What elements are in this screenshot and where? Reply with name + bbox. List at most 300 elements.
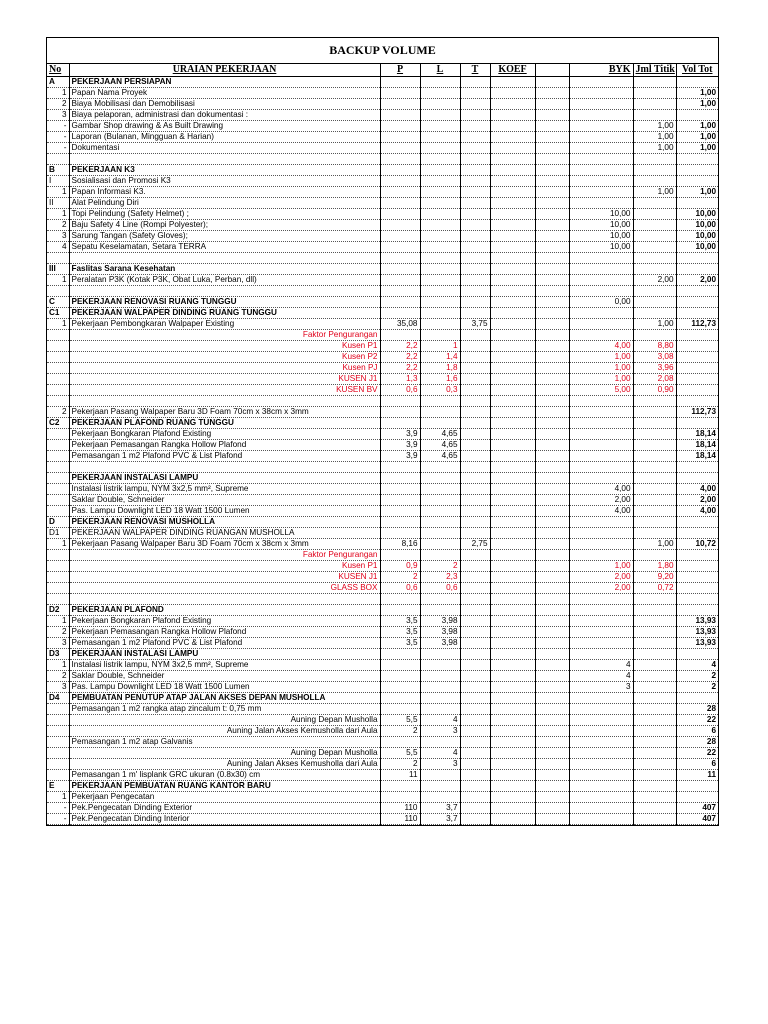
cell-koef <box>490 704 535 715</box>
cell-jml-titik: 1,00 <box>633 187 676 198</box>
cell-l: 1 <box>420 341 460 352</box>
cell-jml-titik <box>633 209 676 220</box>
cell-koef <box>490 748 535 759</box>
cell-t <box>460 594 490 605</box>
cell-l <box>420 275 460 286</box>
cell-t <box>460 88 490 99</box>
table-row <box>47 121 718 132</box>
cell-no <box>47 440 69 451</box>
cell-byk: 4 <box>569 671 633 682</box>
cell-jml-titik <box>633 627 676 638</box>
cell-no: D <box>47 517 69 528</box>
cell-t <box>460 737 490 748</box>
cell-jml-titik: 0,90 <box>633 385 676 396</box>
cell-extra <box>535 341 569 352</box>
cell-extra <box>535 561 569 572</box>
cell-p <box>380 242 420 253</box>
cell-jml-titik <box>633 517 676 528</box>
cell-byk <box>569 286 633 297</box>
cell-byk <box>569 77 633 88</box>
cell-koef <box>490 396 535 407</box>
cell-uraian: Pemasangan 1 m2 atap Galvanis <box>69 737 380 748</box>
cell-koef <box>490 627 535 638</box>
cell-t <box>460 451 490 462</box>
cell-extra <box>535 187 569 198</box>
cell-p <box>380 594 420 605</box>
cell-no <box>47 451 69 462</box>
cell-jml-titik <box>633 660 676 671</box>
cell-jml-titik <box>633 253 676 264</box>
cell-uraian: Topi Pelindung (Safety Helmet) ; <box>69 209 380 220</box>
cell-jml-titik <box>633 605 676 616</box>
cell-jml-titik <box>633 154 676 165</box>
cell-byk <box>569 528 633 539</box>
cell-extra <box>535 110 569 121</box>
cell-byk <box>569 473 633 484</box>
cell-p <box>380 792 420 803</box>
cell-extra <box>535 165 569 176</box>
table-row <box>47 638 718 649</box>
cell-byk: 2,00 <box>569 495 633 506</box>
table-row <box>47 110 718 121</box>
cell-vol-tot: 18,14 <box>676 429 718 440</box>
cell-vol-tot <box>676 352 718 363</box>
cell-p <box>380 154 420 165</box>
cell-no: C1 <box>47 308 69 319</box>
cell-koef <box>490 671 535 682</box>
cell-koef <box>490 715 535 726</box>
cell-vol-tot: 1,00 <box>676 132 718 143</box>
cell-vol-tot <box>676 264 718 275</box>
cell-p: 3,9 <box>380 429 420 440</box>
table-row <box>47 220 718 231</box>
cell-uraian: Sosialisasi dan Promosi K3 <box>69 176 380 187</box>
cell-jml-titik <box>633 242 676 253</box>
cell-uraian: Biaya pelaporan, administrasi dan dokumentasi : <box>69 110 380 121</box>
cell-byk: 0,00 <box>569 297 633 308</box>
cell-jml-titik <box>633 198 676 209</box>
cell-koef <box>490 770 535 781</box>
cell-l <box>420 605 460 616</box>
table-row <box>47 264 718 275</box>
table-row <box>47 495 718 506</box>
cell-vol-tot: 2,00 <box>676 275 718 286</box>
cell-l <box>420 792 460 803</box>
cell-byk <box>569 418 633 429</box>
cell-byk: 2,00 <box>569 583 633 594</box>
cell-p <box>380 484 420 495</box>
cell-extra <box>535 660 569 671</box>
table-row <box>47 429 718 440</box>
cell-vol-tot: 28 <box>676 704 718 715</box>
cell-p: 0,6 <box>380 583 420 594</box>
cell-vol-tot: 28 <box>676 737 718 748</box>
cell-extra <box>535 506 569 517</box>
cell-t <box>460 495 490 506</box>
cell-jml-titik: 3,08 <box>633 352 676 363</box>
cell-uraian: Pekerjaan Pembongkaran Walpaper Existing <box>69 319 380 330</box>
cell-p: 2 <box>380 759 420 770</box>
cell-p <box>380 517 420 528</box>
cell-jml-titik <box>633 407 676 418</box>
cell-no: 3 <box>47 231 69 242</box>
cell-t <box>460 132 490 143</box>
cell-jml-titik: 1,00 <box>633 121 676 132</box>
cell-t <box>460 649 490 660</box>
cell-vol-tot <box>676 462 718 473</box>
cell-byk <box>569 638 633 649</box>
cell-uraian: Papan Informasi K3. <box>69 187 380 198</box>
table-row <box>47 330 718 341</box>
cell-no: D4 <box>47 693 69 704</box>
cell-byk: 1,00 <box>569 374 633 385</box>
cell-extra <box>535 572 569 583</box>
cell-koef <box>490 539 535 550</box>
cell-vol-tot <box>676 572 718 583</box>
cell-vol-tot <box>676 110 718 121</box>
header-jml-titik: Jml Titik <box>633 64 676 77</box>
cell-l <box>420 220 460 231</box>
cell-no: D1 <box>47 528 69 539</box>
table-row <box>47 143 718 154</box>
cell-t <box>460 209 490 220</box>
cell-uraian: PEKERJAAN PLAFOND RUANG TUNGGU <box>69 418 380 429</box>
cell-koef <box>490 110 535 121</box>
cell-p <box>380 209 420 220</box>
cell-vol-tot: 10,00 <box>676 231 718 242</box>
cell-vol-tot <box>676 594 718 605</box>
cell-uraian: Peralatan P3K (Kotak P3K, Obat Luka, Perban, dll) <box>69 275 380 286</box>
cell-t <box>460 814 490 825</box>
cell-p: 3,5 <box>380 627 420 638</box>
cell-extra <box>535 440 569 451</box>
table-row <box>47 748 718 759</box>
table-row <box>47 715 718 726</box>
table-row <box>47 506 718 517</box>
cell-uraian: Alat Pelindung Diri <box>69 198 380 209</box>
cell-t <box>460 220 490 231</box>
cell-uraian: Kusen P2 <box>69 352 380 363</box>
cell-uraian: Saklar Double, Schneider <box>69 495 380 506</box>
cell-vol-tot <box>676 154 718 165</box>
cell-koef <box>490 495 535 506</box>
cell-l <box>420 550 460 561</box>
cell-extra <box>535 352 569 363</box>
cell-extra <box>535 88 569 99</box>
cell-no: 1 <box>47 319 69 330</box>
cell-no: 2 <box>47 99 69 110</box>
cell-byk <box>569 88 633 99</box>
cell-jml-titik <box>633 737 676 748</box>
cell-t <box>460 803 490 814</box>
cell-no <box>47 550 69 561</box>
cell-no <box>47 759 69 770</box>
sheet-title: BACKUP VOLUME <box>329 43 436 57</box>
cell-extra <box>535 726 569 737</box>
cell-byk: 3 <box>569 682 633 693</box>
cell-p <box>380 396 420 407</box>
cell-l <box>420 165 460 176</box>
cell-byk: 10,00 <box>569 209 633 220</box>
cell-t <box>460 759 490 770</box>
cell-vol-tot: 10,00 <box>676 220 718 231</box>
cell-l <box>420 231 460 242</box>
cell-extra <box>535 781 569 792</box>
table-row <box>47 198 718 209</box>
cell-t <box>460 121 490 132</box>
cell-byk: 1,00 <box>569 561 633 572</box>
cell-p <box>380 407 420 418</box>
cell-byk <box>569 198 633 209</box>
table-row <box>47 253 718 264</box>
cell-uraian: Auning Depan Musholla <box>69 715 380 726</box>
cell-no <box>47 583 69 594</box>
table-row <box>47 407 718 418</box>
cell-uraian <box>69 286 380 297</box>
cell-uraian: Pekerjaan Pemasangan Rangka Hollow Plafond <box>69 627 380 638</box>
cell-t <box>460 561 490 572</box>
table-row <box>47 132 718 143</box>
cell-t <box>460 286 490 297</box>
cell-uraian: Papan Nama Proyek <box>69 88 380 99</box>
cell-l <box>420 209 460 220</box>
table-row <box>47 297 718 308</box>
cell-jml-titik <box>633 264 676 275</box>
cell-uraian: Pekerjaan Pengecatan <box>69 792 380 803</box>
cell-uraian <box>69 154 380 165</box>
cell-byk <box>569 814 633 825</box>
cell-l: 3,98 <box>420 627 460 638</box>
table-row <box>47 517 718 528</box>
cell-vol-tot: 10,00 <box>676 209 718 220</box>
cell-uraian: KUSEN BV <box>69 385 380 396</box>
cell-t <box>460 264 490 275</box>
cell-l: 4 <box>420 715 460 726</box>
cell-extra <box>535 242 569 253</box>
cell-t <box>460 627 490 638</box>
cell-no <box>47 726 69 737</box>
cell-koef <box>490 385 535 396</box>
cell-uraian: PEKERJAAN WALPAPER DINDING RUANGAN MUSHOLLA <box>69 528 380 539</box>
cell-vol-tot <box>676 385 718 396</box>
cell-jml-titik: 1,80 <box>633 561 676 572</box>
cell-jml-titik: 1,00 <box>633 132 676 143</box>
cell-uraian: Pek.Pengecatan Dinding Interior <box>69 814 380 825</box>
cell-t <box>460 176 490 187</box>
cell-extra <box>535 803 569 814</box>
cell-l <box>420 495 460 506</box>
cell-byk <box>569 154 633 165</box>
cell-byk <box>569 253 633 264</box>
cell-no: 1 <box>47 187 69 198</box>
cell-koef <box>490 407 535 418</box>
cell-vol-tot: 2 <box>676 671 718 682</box>
cell-extra <box>535 264 569 275</box>
table-row <box>47 682 718 693</box>
cell-no: 1 <box>47 275 69 286</box>
cell-koef <box>490 341 535 352</box>
cell-no <box>47 374 69 385</box>
cell-jml-titik <box>633 792 676 803</box>
cell-t <box>460 143 490 154</box>
cell-jml-titik <box>633 748 676 759</box>
cell-t <box>460 704 490 715</box>
table-row <box>47 462 718 473</box>
cell-no <box>47 561 69 572</box>
table-row <box>47 154 718 165</box>
cell-extra <box>535 451 569 462</box>
table-row <box>47 649 718 660</box>
cell-t <box>460 484 490 495</box>
cell-l <box>420 286 460 297</box>
cell-vol-tot <box>676 792 718 803</box>
table-row <box>47 484 718 495</box>
cell-vol-tot: 4,00 <box>676 484 718 495</box>
cell-vol-tot <box>676 297 718 308</box>
cell-p <box>380 187 420 198</box>
cell-t <box>460 154 490 165</box>
header-p: P <box>380 64 420 77</box>
cell-p <box>380 220 420 231</box>
table-row <box>47 726 718 737</box>
table-row <box>47 77 718 88</box>
table-row <box>47 814 718 825</box>
cell-no <box>47 341 69 352</box>
cell-l: 1,4 <box>420 352 460 363</box>
cell-uraian: Pemasangan 1 m2 Plafond PVC & List Plafond <box>69 638 380 649</box>
cell-koef <box>490 198 535 209</box>
cell-p: 2 <box>380 572 420 583</box>
cell-t <box>460 330 490 341</box>
cell-vol-tot: 6 <box>676 759 718 770</box>
cell-no: 2 <box>47 220 69 231</box>
cell-koef <box>490 220 535 231</box>
cell-jml-titik <box>633 176 676 187</box>
cell-koef <box>490 451 535 462</box>
cell-byk <box>569 440 633 451</box>
cell-vol-tot <box>676 583 718 594</box>
table-row <box>47 385 718 396</box>
table-row <box>47 473 718 484</box>
cell-p: 11 <box>380 770 420 781</box>
cell-l: 0,3 <box>420 385 460 396</box>
cell-vol-tot: 22 <box>676 715 718 726</box>
cell-p <box>380 88 420 99</box>
cell-p <box>380 781 420 792</box>
cell-koef <box>490 682 535 693</box>
cell-no <box>47 484 69 495</box>
cell-extra <box>535 462 569 473</box>
cell-extra <box>535 297 569 308</box>
table-row <box>47 374 718 385</box>
cell-byk <box>569 770 633 781</box>
cell-jml-titik <box>633 396 676 407</box>
cell-uraian: Pekerjaan Pemasangan Rangka Hollow Plafond <box>69 440 380 451</box>
cell-uraian: Pas. Lampu Downlight LED 18 Watt 1500 Lumen <box>69 682 380 693</box>
cell-uraian: Faslitas Sarana Kesehatan <box>69 264 380 275</box>
cell-jml-titik: 9,20 <box>633 572 676 583</box>
cell-jml-titik: 8,80 <box>633 341 676 352</box>
cell-t <box>460 77 490 88</box>
table-row <box>47 286 718 297</box>
cell-l <box>420 198 460 209</box>
cell-p: 2 <box>380 726 420 737</box>
cell-l <box>420 462 460 473</box>
cell-p <box>380 682 420 693</box>
cell-l: 3,98 <box>420 616 460 627</box>
cell-no <box>47 462 69 473</box>
cell-koef <box>490 319 535 330</box>
cell-extra <box>535 319 569 330</box>
cell-koef <box>490 462 535 473</box>
cell-jml-titik <box>633 759 676 770</box>
cell-vol-tot <box>676 308 718 319</box>
table-row <box>47 319 718 330</box>
cell-t <box>460 660 490 671</box>
cell-extra <box>535 286 569 297</box>
header-uraian: URAIAN PEKERJAAN <box>69 64 380 77</box>
cell-byk <box>569 99 633 110</box>
cell-byk: 10,00 <box>569 242 633 253</box>
cell-extra <box>535 308 569 319</box>
cell-extra <box>535 539 569 550</box>
cell-uraian: PEKERJAAN PLAFOND <box>69 605 380 616</box>
cell-extra <box>535 275 569 286</box>
cell-no <box>47 154 69 165</box>
cell-jml-titik: 2,00 <box>633 275 676 286</box>
cell-vol-tot: 112,73 <box>676 319 718 330</box>
cell-byk <box>569 748 633 759</box>
cell-p: 5,5 <box>380 748 420 759</box>
cell-koef <box>490 484 535 495</box>
cell-p <box>380 308 420 319</box>
cell-t <box>460 418 490 429</box>
table-row <box>47 671 718 682</box>
cell-vol-tot: 6 <box>676 726 718 737</box>
cell-l <box>420 781 460 792</box>
cell-koef <box>490 88 535 99</box>
cell-t <box>460 473 490 484</box>
cell-uraian: Instalasi listrik lampu, NYM 3x2,5 mm², Supreme <box>69 484 380 495</box>
cell-byk <box>569 132 633 143</box>
cell-jml-titik <box>633 429 676 440</box>
cell-t <box>460 99 490 110</box>
table-row <box>47 627 718 638</box>
cell-p <box>380 418 420 429</box>
cell-no <box>47 770 69 781</box>
cell-no: - <box>47 814 69 825</box>
cell-vol-tot <box>676 781 718 792</box>
cell-no: 1 <box>47 539 69 550</box>
cell-no <box>47 715 69 726</box>
cell-jml-titik <box>633 671 676 682</box>
cell-no: C2 <box>47 418 69 429</box>
cell-jml-titik <box>633 308 676 319</box>
cell-byk <box>569 176 633 187</box>
cell-uraian: PEKERJAAN RENOVASI RUANG TUNGGU <box>69 297 380 308</box>
cell-koef <box>490 759 535 770</box>
table-row <box>47 605 718 616</box>
cell-jml-titik <box>633 704 676 715</box>
cell-extra <box>535 429 569 440</box>
cell-jml-titik: 1,00 <box>633 143 676 154</box>
cell-extra <box>535 671 569 682</box>
table-row <box>47 737 718 748</box>
title-row <box>47 38 718 64</box>
cell-byk <box>569 429 633 440</box>
cell-t <box>460 165 490 176</box>
cell-koef <box>490 616 535 627</box>
